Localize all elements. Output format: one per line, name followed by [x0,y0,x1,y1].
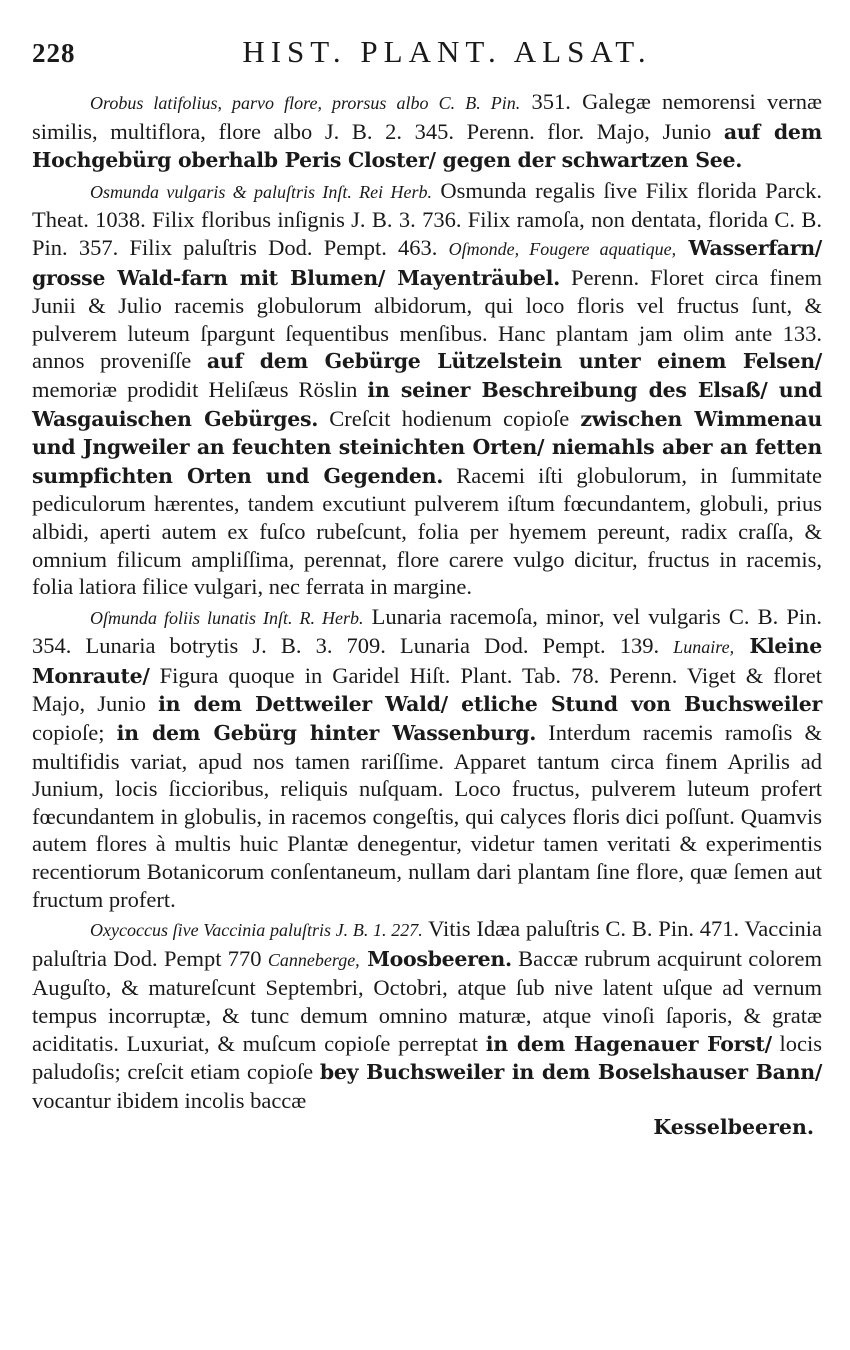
entry-text: 351. Galegæ nemorensi vernæ similis, multiflora, flore albo J. B. 2. 345. Perenn. flor. Majo, Junio [32,89,822,144]
german-text: auf dem Gebürge Lützelstein unter einem Felsen/ [206,349,822,374]
entry-orobus [32,88,822,175]
running-title: HIST. PLANT. ALSAT. [242,34,652,69]
german-text: Wasserfarn/ grosse Wald-farn mit Blumen/ Mayenträubel. [32,235,822,290]
entry-text: Racemi iſti globulorum, in ſummitate pediculorum hærentes, tandem excutiunt pulverem iſtum fœcundantem, globuli, prius albidi, aperti autem ex fuſco rubeſcunt, folia per hyemem pereunt, radix craſſa, & omnium filicum ampliſſima, perennat, flore carere vulgo dicitur, fructus in racemis, folia latiora filice vulgari, nec ferrata in margine. [32,462,823,600]
entry-text: Baccæ rubrum acquirunt colorem Auguſto, & matureſcunt Septembri, Octobri, atque ſub nive latent uſque ad vernum tempus incorruptæ, & tunc demum omnino maturæ, atque vinoſi ſaporis, & gratæ aciditatis. Luxuriat, & muſcum copioſe perreptat [32,945,822,1056]
entry-text: Osmunda regalis ſive Filix florida Parck. Theat. 1038. Filix floribus inſignis J. B. 3. 736. Filix ramoſa, non dentata, florida C. B. Pin. 357. Filix paluſtris Dod. Pempt. 463. [32,177,822,260]
german-text: Moosbeeren. [359,946,512,971]
page-number: 228 [32,38,76,68]
entry-text: Figura quoque in Garidel Hiſt. Plant. Tab. 78. Perenn. Viget & floret Majo, Junio [32,662,822,717]
entry-text: Creſcit hodienum copioſe [318,405,581,431]
entry-text: Interdum racemis ramoſis & multifidis variat, apud nos tamen rariſſime. Apparet tantum circa finem Aprilis ad Junium, locis ſiccioribus, reliquis nuſquam. Loco fructus, pulverem luteum profert fœcundantem in globulis, in racemos congeſtis, qui calyces floris dici poſſunt. Quamvis autem flores à multis huic Plantæ denegentur, videtur tamen veritati & experimentis recentiorum Botanicorum conſentaneum, nullam dari plantam ſine flore, quæ ſemen aut fructum profert. [32,720,822,912]
entry-oxycoccus [32,915,822,1142]
german-text: auf dem Hochgebürg oberhalb Peris Closter/ gegen der schwartzen See. [32,119,822,173]
german-text: in seiner Beschreibung des Elsaß/ und Wasgauischen Gebürges. [32,377,822,431]
entry-text: locis paludoſis; creſcit etiam copioſe [32,1030,822,1085]
entry-text: vocantur ibidem incolis baccæ [32,1087,307,1113]
latin-name: Orobus latifolius, parvo flore, prorsus albo C. B. Pin. [90,93,521,113]
entry-text: Perenn. Floret circa finem Junii & Julio racemis globulorum albidorum, qui loco floris vel fructus ſunt, & pulverem luteum ſpargunt ſequentibus menſibus. Hanc plantam jam olim ante 133. annos proveniſſe [32,264,822,374]
french-name: Lunaire, [673,637,735,658]
latin-name: Oxycoccus ſive Vaccinia paluſtris J. B. 1. 227. [90,920,423,941]
german-text: Kesselbeeren. [653,1115,814,1140]
german-text: Kleine Monraute/ [32,634,822,688]
entry-text: Vitis Idæa paluſtris C. B. Pin. 471. Vaccinia paluſtria Dod. Pempt 770 [32,916,822,971]
latin-name: Oſmunda foliis lunatis Inſt. R. Herb. [90,607,364,628]
french-name: Canneberge, [267,949,360,970]
entry-osmunda-regalis [32,177,822,601]
french-name: Oſmonde, Fougere aquatique, [448,238,677,259]
german-text: bey Buchsweiler in dem Boselshauser Bann/ [319,1060,823,1085]
entry-text: memoriæ prodidit Heliſæus Röslin [32,376,368,402]
entry-osmunda-lunaria [32,603,822,914]
german-text: zwischen Wimmenau und Jngweiler an feuchten steinichten Orten/ niemahls aber an fetten sumpfichten Orten und Gegenden. [32,406,822,488]
german-text: in dem Gebürg hinter Wassenburg. [116,721,537,746]
body-text [32,88,822,1142]
german-text: in dem Dettweiler Wald/ etliche Stund von Buchsweiler [158,692,822,717]
entry-text: Lunaria racemoſa, minor, vel vulgaris C. B. Pin. 354. Lunaria botrytis J. B. 3. 709. Lunaria Dod. Pempt. 139. [32,603,822,659]
german-text: in dem Hagenauer Forst/ [485,1031,772,1056]
page-header [32,32,822,72]
latin-name: Osmunda vulgaris & paluſtris Inſt. Rei Herb. [90,181,432,202]
entry-text: copioſe; [32,720,117,746]
